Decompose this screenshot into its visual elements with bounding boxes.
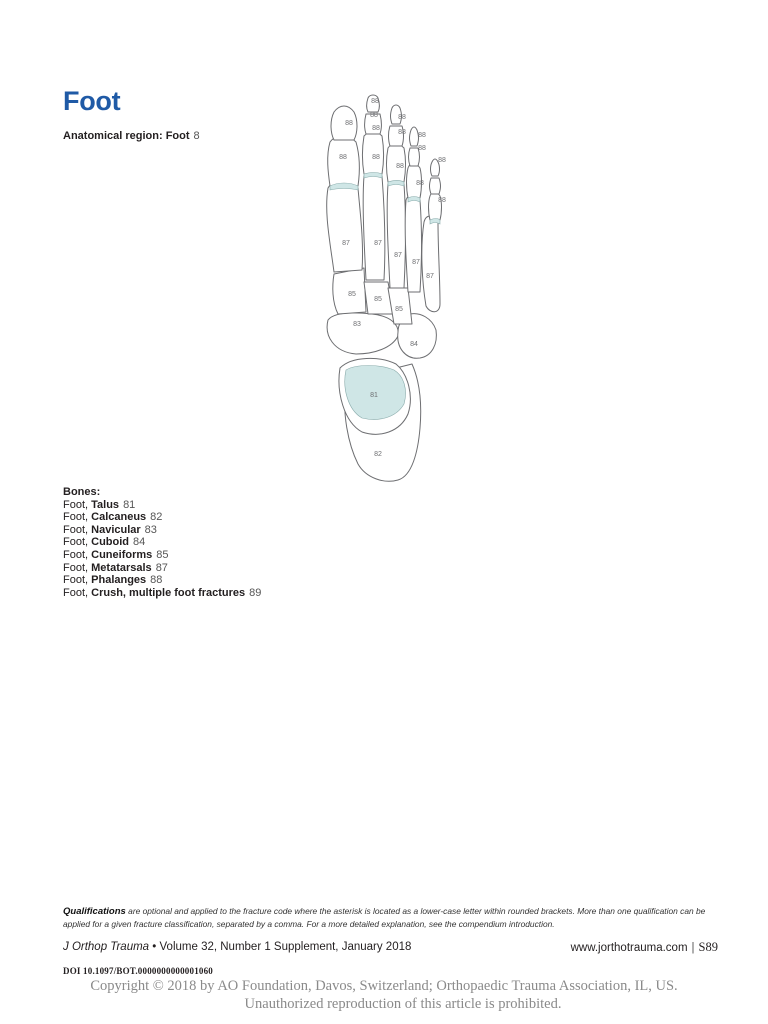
copyright-line-1: Copyright © 2018 by AO Foundation, Davos, Switzerland; Orthopaedic Trauma Association, IL, US.	[90, 978, 678, 994]
label-talus: 81	[370, 392, 378, 399]
label-phal-14: 88	[438, 197, 446, 204]
anatomical-region	[63, 130, 200, 142]
journal-website-block	[571, 940, 718, 955]
separator: |	[691, 942, 695, 954]
foot-bones-illustration	[300, 92, 470, 484]
label-phal-10: 88	[372, 154, 380, 161]
metatarsal-4	[405, 196, 421, 293]
label-cun-2: 85	[374, 296, 382, 303]
label-phal-5: 88	[398, 114, 406, 121]
bone-item: Foot, Cuboid 84	[63, 536, 146, 549]
bone-item: Foot, Crush, multiple foot fractures 89	[63, 586, 262, 599]
phalanx-5-middle	[430, 178, 441, 194]
label-phal-4: 88	[372, 125, 380, 132]
label-meta-2: 87	[374, 240, 382, 247]
label-phal-11: 88	[396, 163, 404, 170]
region-name: Foot	[165, 130, 190, 142]
label-phal-9: 88	[339, 154, 347, 161]
label-phal-3: 88	[345, 120, 353, 127]
bones-heading: Bones:	[63, 486, 101, 498]
label-cuboid: 84	[410, 341, 418, 348]
bone-item: Foot, Calcaneus 82	[63, 511, 163, 524]
label-phal-12: 88	[438, 157, 446, 164]
label-meta-5: 87	[426, 273, 434, 280]
copyright-notice	[0, 977, 768, 1013]
phalanx-1-proximal	[328, 136, 360, 186]
navicular-bone	[327, 313, 398, 354]
label-meta-3: 87	[394, 252, 402, 259]
metatarsal-1	[327, 181, 363, 273]
label-phal-13: 88	[416, 180, 424, 187]
journal-name: J Orthop Trauma	[63, 941, 150, 953]
label-phal-7: 88	[418, 132, 426, 139]
label-phal-2: 88	[370, 112, 378, 119]
label-calcaneus: 82	[374, 451, 382, 458]
page-title: Foot	[63, 86, 121, 116]
label-meta-4: 87	[412, 259, 420, 266]
label-phal-1: 88	[371, 98, 379, 105]
bullet: •	[152, 941, 157, 953]
label-phal-6: 88	[398, 129, 406, 136]
metatarsal-3	[387, 180, 405, 289]
qualifications-term: Qualifications	[63, 906, 126, 917]
phalanx-5-proximal	[429, 192, 442, 221]
journal-website-link[interactable]: www.jorthotrauma.com	[570, 942, 688, 954]
label-phal-8: 88	[418, 145, 426, 152]
metatarsal-5	[422, 216, 440, 312]
bones-list	[63, 486, 261, 599]
phalanx-1-distal	[331, 106, 357, 140]
label-navicular: 83	[353, 321, 361, 328]
bone-item: Foot, Talus 81	[63, 498, 136, 511]
label-meta-1: 87	[342, 240, 350, 247]
region-code: 8	[193, 130, 200, 142]
copyright-line-2: Unauthorized reproduction of this article is prohibited.	[244, 996, 562, 1012]
qualifications-note	[63, 905, 713, 930]
label-cun-3: 85	[395, 306, 403, 313]
bone-item: Foot, Phalanges 88	[63, 574, 163, 587]
bone-item: Foot, Cuneiforms 85	[63, 548, 169, 561]
label-cun-1: 85	[348, 291, 356, 298]
metatarsal-2	[363, 172, 385, 281]
phalanx-2-proximal	[363, 132, 384, 175]
page-number: S89	[698, 940, 718, 954]
journal-citation	[63, 941, 411, 953]
bone-item: Foot, Metatarsals 87	[63, 561, 168, 574]
qualifications-text: are optional and applied to the fracture code where the asterisk is located as a lower-case letter within rounded brackets. More than one qualification can be applied for a given fracture classification, separated by a comma. For a more detailed explanation, see the compendium introduction.	[63, 906, 706, 929]
doi: DOI 10.1097/BOT.0000000000001060	[63, 966, 213, 976]
bone-item: Foot, Navicular 83	[63, 523, 157, 536]
journal-issue: Volume 32, Number 1 Supplement, January 2018	[159, 941, 412, 953]
region-label: Anatomical region:	[63, 130, 163, 142]
